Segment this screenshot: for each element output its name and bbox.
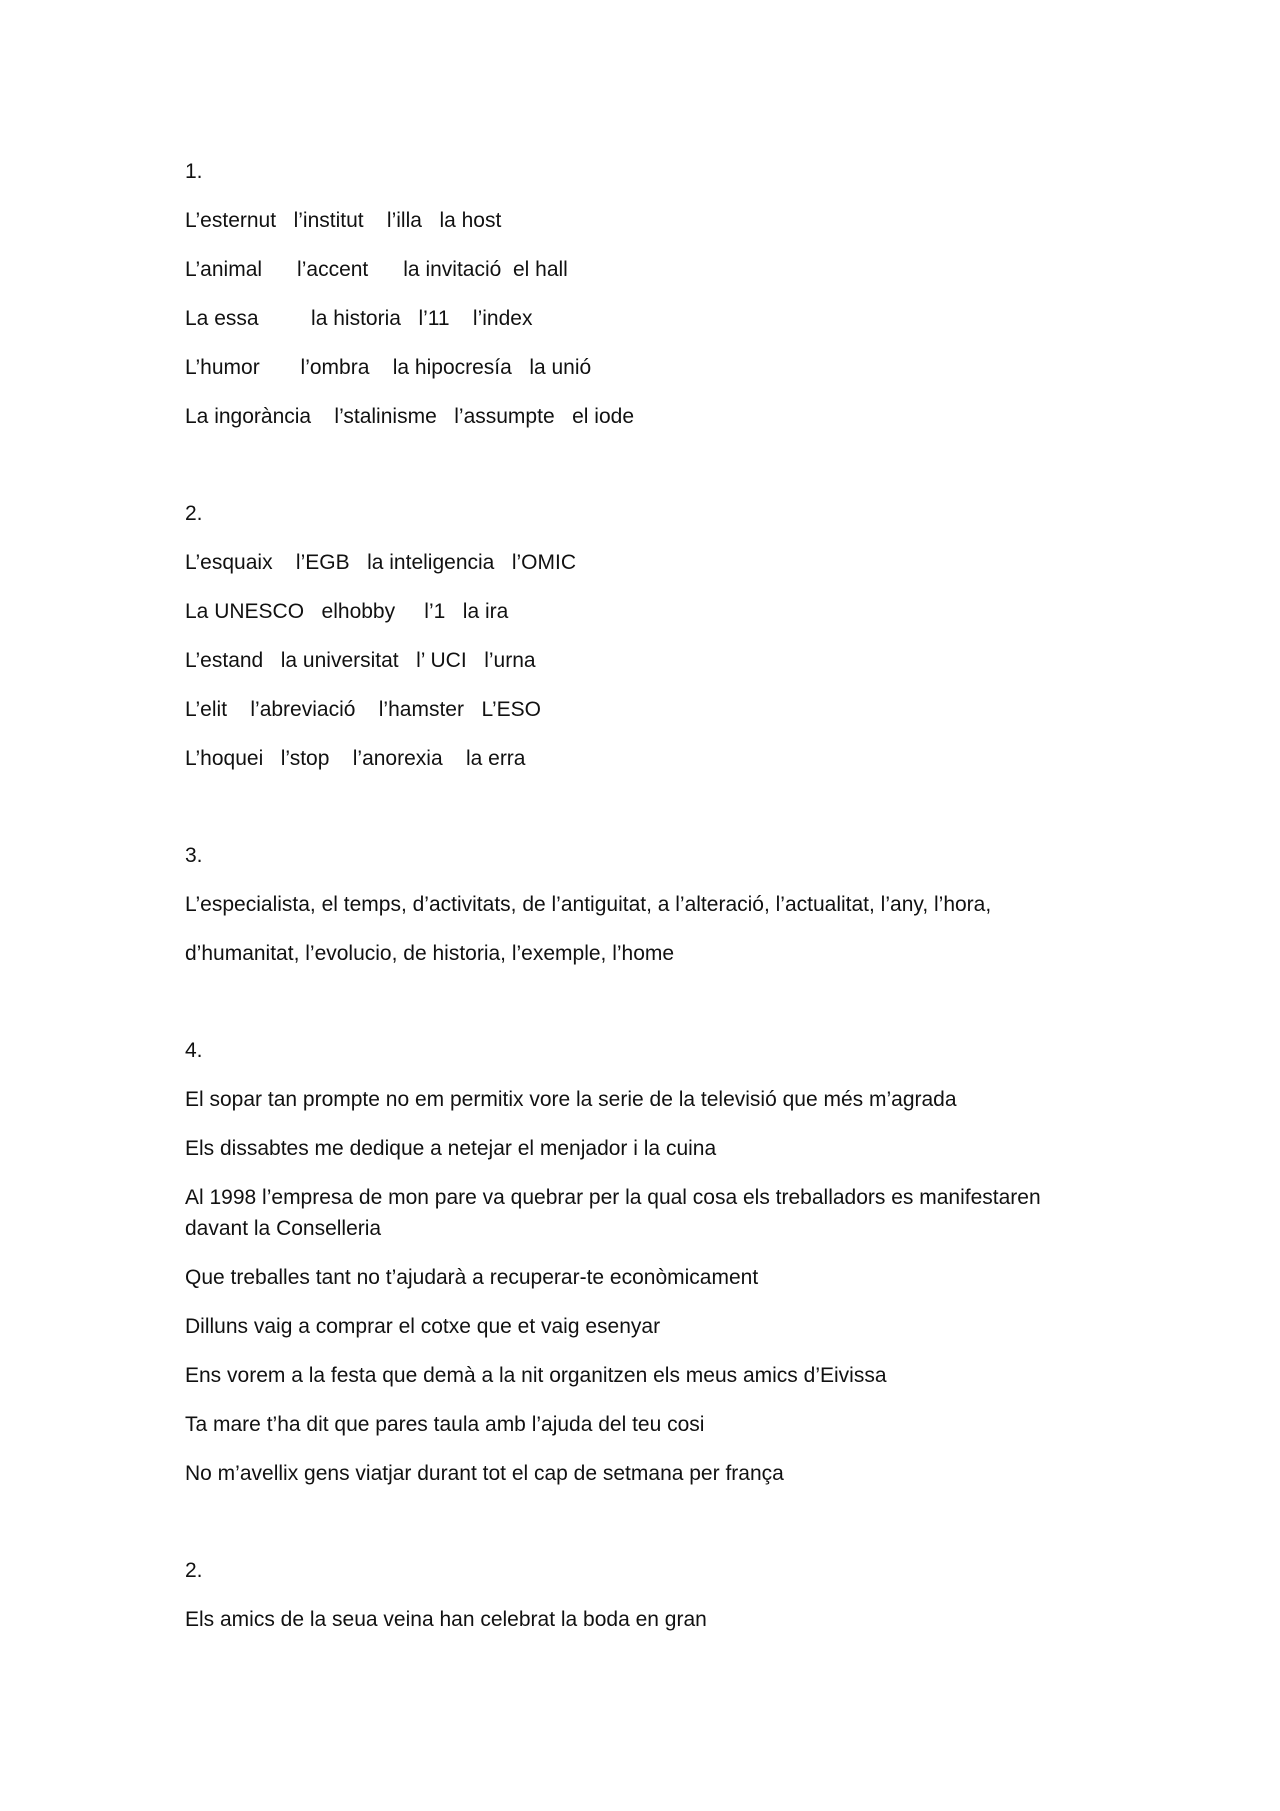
sentence-line: Que treballes tant no t’ajudarà a recuperar-te econòmicament [185,1266,759,1289]
word-line: L’elit l’abreviació l’hamster L’ESO [185,698,541,721]
sentence-line: Ens vorem a la festa que demà a la nit organitzen els meus amics d’Eivissa [185,1364,887,1387]
text-line: d’humanitat, l’evolucio, de historia, l’exemple, l’home [185,942,675,965]
word-line: L’esternut l’institut l’illa la host [185,209,502,232]
section-5 [185,1555,1085,1635]
section-spacer [185,1507,1085,1555]
word-line: La UNESCO elhobby l’1 la ira [185,600,509,623]
sentence-line: No m’avellix gens viatjar durant tot el cap de setmana per frança [185,1462,784,1485]
sentence-line: Al 1998 l’empresa de mon pare va quebrar per la qual cosa els treballadors es manifestaren davant la Conselleria [185,1186,1041,1240]
word-line: La essa la historia l’11 l’index [185,307,533,330]
section-3 [185,840,1085,969]
sentence-line: El sopar tan prompte no em permitix vore la serie de la televisió que més m’agrada [185,1088,957,1111]
word-line: L’esquaix l’EGB la inteligencia l’OMIC [185,551,577,574]
section-heading: 2. [185,502,203,525]
word-line: L’animal l’accent la invitació el hall [185,258,568,281]
section-2 [185,498,1085,774]
section-heading: 2. [185,1559,203,1582]
section-heading: 3. [185,844,203,867]
word-line: L’hoquei l’stop l’anorexia la erra [185,747,526,770]
text-line: L’especialista, el temps, d’activitats, de l’antiguitat, a l’alteració, l’actualitat, l’any, l’hora, [185,893,992,916]
section-4 [185,1035,1085,1489]
document-page [185,156,1085,1653]
section-spacer [185,792,1085,840]
word-line: L’humor l’ombra la hipocresía la unió [185,356,592,379]
sentence-line: Dilluns vaig a comprar el cotxe que et vaig esenyar [185,1315,661,1338]
sentence-line: Els dissabtes me dedique a netejar el menjador i la cuina [185,1137,717,1160]
section-spacer [185,987,1085,1035]
word-line: L’estand la universitat l’ UCI l’urna [185,649,536,672]
sentence-line: Ta mare t’ha dit que pares taula amb l’ajuda del teu cosi [185,1413,705,1436]
word-line: La ingorància l’stalinisme l’assumpte el iode [185,405,635,428]
section-spacer [185,450,1085,498]
section-1 [185,156,1085,432]
section-heading: 1. [185,160,203,183]
sentence-line: Els amics de la seua veina han celebrat la boda en gran [185,1608,707,1631]
section-heading: 4. [185,1039,203,1062]
